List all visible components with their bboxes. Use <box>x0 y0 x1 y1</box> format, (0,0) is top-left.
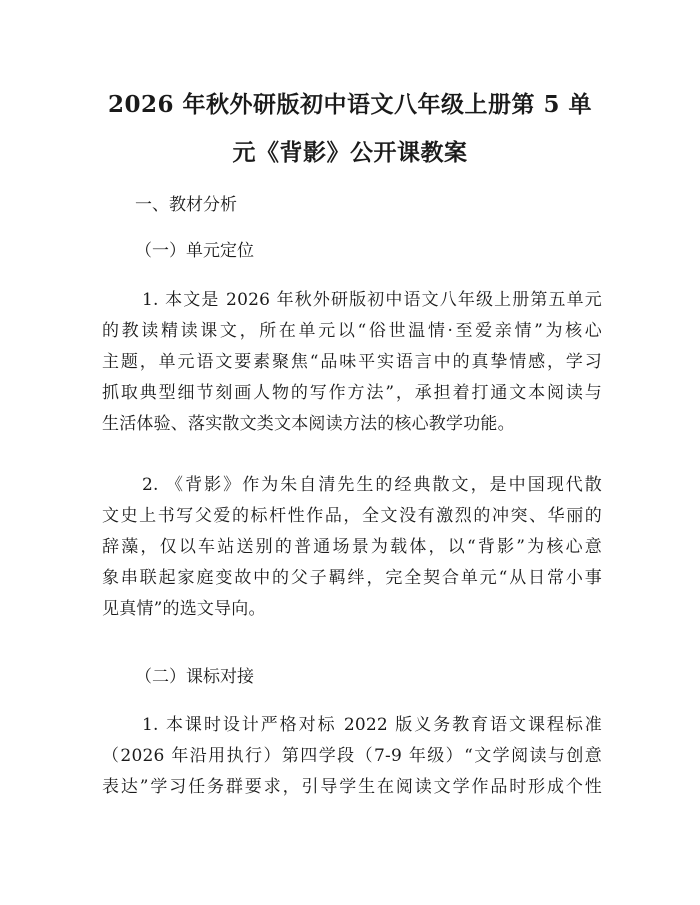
subsection-heading-unit-positioning: （一）单元定位 <box>135 241 254 261</box>
subsection-heading-curriculum-alignment: （二）课标对接 <box>135 667 254 687</box>
paragraph-2 <box>102 470 602 625</box>
paragraph-line: 文史上书写父爱的标杆性作品，全文没有激烈的冲突、华丽的 <box>102 506 602 526</box>
document-title-line-1: 2026 年秋外研版初中语文八年级上册第 5 单 <box>107 91 593 118</box>
paragraph-line: 生活体验、落实散文类文本阅读方法的核心教学功能。 <box>102 414 515 434</box>
paragraph-line: 表达”学习任务群要求，引导学生在阅读文学作品时形成个性 <box>102 777 602 797</box>
paragraph-line: 主题，单元语文要素聚焦“品味平实语言中的真挚情感，学习 <box>102 352 602 372</box>
section-heading-textbook-analysis: 一、教材分析 <box>135 195 237 215</box>
paragraph-line: 抓取典型细节刻画人物的写作方法”，承担着打通文本阅读与 <box>102 383 602 403</box>
paragraph-line: 的教读精读课文，所在单元以“俗世温情·至爱亲情”为核心 <box>102 321 602 341</box>
paragraph-line: 见真情”的选文导向。 <box>102 599 266 619</box>
paragraph-line: 1. 本课时设计严格对标 2022 版义务教育语文课程标准 <box>142 715 602 735</box>
paragraph-3 <box>102 710 602 803</box>
paragraph-line: 1. 本文是 2026 年秋外研版初中语文八年级上册第五单元 <box>142 290 602 310</box>
paragraph-1 <box>102 285 602 440</box>
paragraph-line: 2. 《背影》作为朱自清先生的经典散文，是中国现代散 <box>142 475 602 495</box>
paragraph-line: 象串联起家庭变故中的父子羁绊，完全契合单元“从日常小事 <box>102 568 602 588</box>
paragraph-line: （2026 年沿用执行）第四学段（7-9 年级）“文学阅读与创意 <box>102 746 602 766</box>
paragraph-line: 辞藻，仅以车站送别的普通场景为载体，以“背影”为核心意 <box>102 537 602 557</box>
document-title-line-2: 元《背影》公开课教案 <box>232 139 468 166</box>
